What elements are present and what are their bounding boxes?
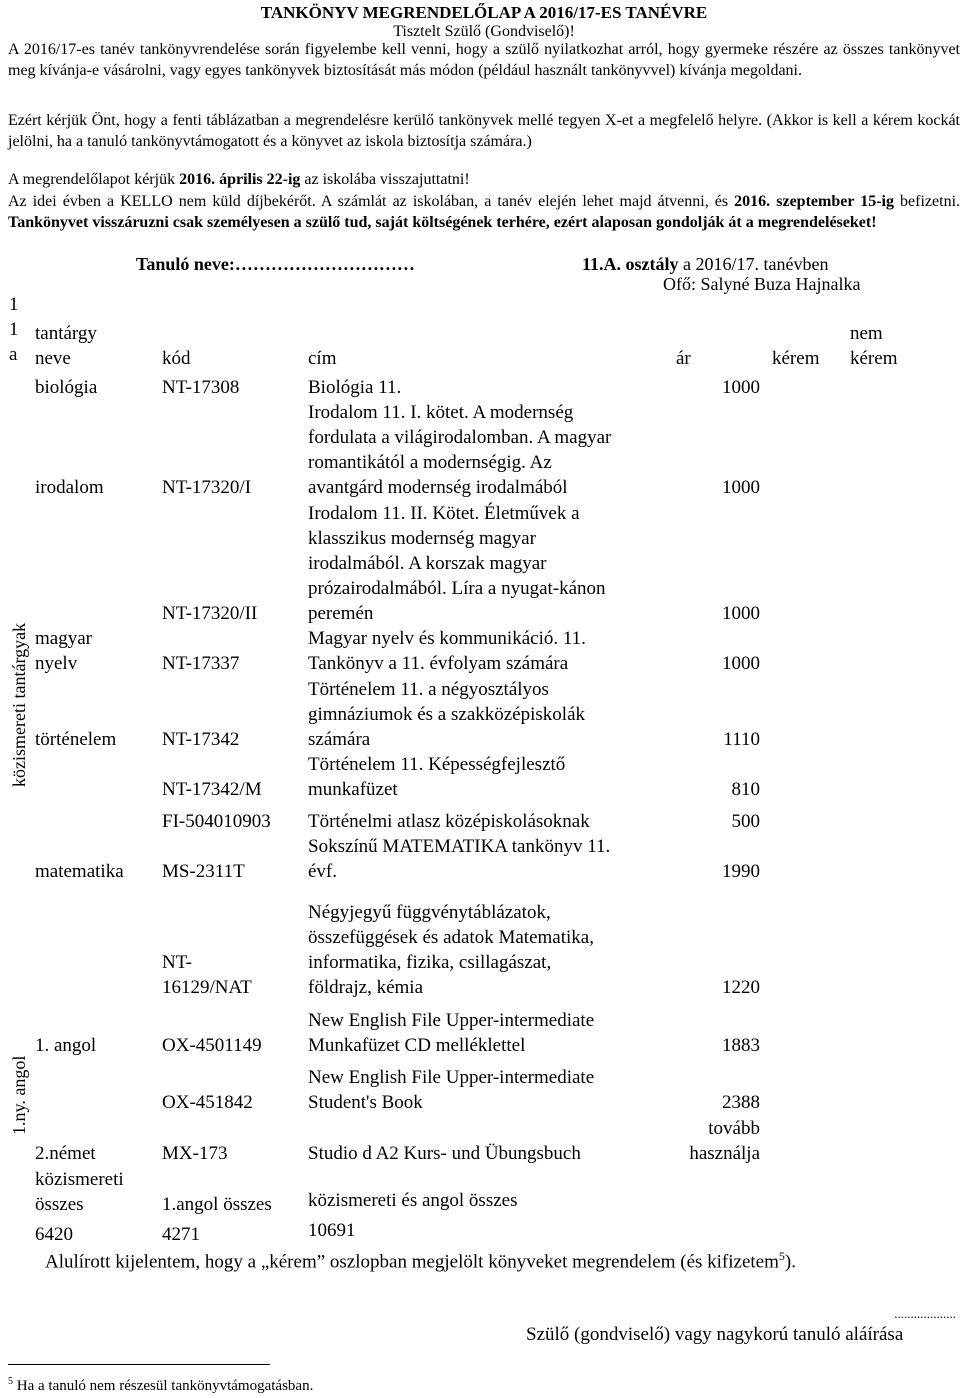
book-title: Történelmi atlasz középiskolásoknak [308, 811, 590, 832]
book-code: NT-17342/M [162, 779, 262, 800]
group-label-english: 1.ny. angol [9, 1055, 29, 1135]
declaration [45, 1249, 796, 1273]
header-not-want: kérem [850, 348, 898, 369]
header-subject: neve [35, 348, 71, 369]
subject-name: nyelv [35, 653, 78, 674]
header-col0-line: 1 [9, 294, 19, 315]
footnote [8, 1376, 313, 1395]
book-price: 1000 [722, 477, 760, 498]
total-general: 6420 [35, 1224, 73, 1245]
book-title: munkafüzet [308, 779, 398, 800]
student-class: 11.A. osztály [582, 254, 679, 274]
book-title: összefüggések és adatok Matematika, [308, 927, 594, 948]
book-title: Irodalom 11. I. kötet. A modernség [308, 402, 574, 423]
totals-label-general-1: közismereti [35, 1169, 124, 1190]
header-not-want: nem [850, 323, 883, 344]
book-title: Történelem 11. a négyosztályos [308, 679, 549, 700]
book-title: romantikától a modernségig. Az [308, 452, 552, 473]
declaration-footnote-mark: 5 [778, 1249, 785, 1263]
header-col0-line: a [9, 344, 18, 365]
total-all: 10691 [308, 1220, 356, 1241]
student-class-line [582, 254, 828, 275]
greeting: Tisztelt Szülő (Gondviselő)! [393, 23, 575, 40]
book-price: 1883 [722, 1035, 760, 1056]
book-title: gimnáziumok és a szakközépiskolák [308, 704, 586, 725]
book-price: 2388 [722, 1092, 760, 1113]
header-want: kérem [772, 348, 820, 369]
student-name-label: Tanuló neve:………………………… [136, 254, 415, 274]
return-notice: Tankönyvet visszáruzni csak személyesen a szülő tud, saját költségének terhére, ezért alaposan gondolják át a megrendeléseket! [8, 213, 877, 231]
payment-text-c: befizetni. [893, 193, 960, 210]
book-price: tovább [708, 1118, 760, 1139]
totals-label-all: közismereti és angol összes [308, 1190, 518, 1211]
book-code: FI-504010903 [162, 811, 271, 832]
total-english: 4271 [162, 1224, 200, 1245]
totals-label-general [35, 1167, 124, 1217]
book-price: 1000 [722, 653, 760, 674]
header-price: ár [676, 348, 691, 369]
deadline-text-a: A megrendelőlapot kérjük [8, 171, 180, 188]
book-code: OX-451842 [162, 1092, 253, 1113]
book-title: avantgárd modernség irodalmából [308, 477, 568, 498]
book-title: klasszikus modernség magyar [308, 528, 536, 549]
book-title: Student's Book [308, 1092, 423, 1113]
deadline-text-c: az iskolába visszajuttatni! [300, 171, 470, 188]
deadline-date: 2016. április 22-ig [179, 171, 301, 188]
book-code: NT-17320/I [162, 477, 252, 498]
footnote-text: Ha a tanuló nem részesül tankönyvtámogatásban. [13, 1378, 314, 1394]
book-price: 1990 [722, 861, 760, 882]
instruction-paragraph: Ezért kérjük Önt, hogy a fenti táblázatban a megrendelésre kerülő tankönyvek mellé tegyen X-et a megfelelő helyre. (Akkor is kell a kérem kockát jelölni, ha a tanuló tankönyvtámogatott és a könyvet az iskola biztosítja számára.) [8, 112, 960, 150]
book-price: 500 [731, 811, 760, 832]
book-title: Történelem 11. Képességfejlesztő [308, 754, 566, 775]
group-label-general: közismereti tantárgyak [9, 622, 29, 787]
book-code: 16129/NAT [162, 977, 252, 998]
book-title: évf. [308, 861, 338, 882]
book-title: New English File Upper-intermediate [308, 1067, 595, 1088]
footnote-number: 5 [8, 1376, 13, 1387]
book-title: Irodalom 11. II. Kötet. Életművek a [308, 503, 580, 524]
subject-name: irodalom [35, 477, 104, 498]
payment-text-a: Az idei évben a KELLO nem küld díjbekérőt. A számlát az iskolában, a tanév elején lehet majd átvenni, és [8, 193, 735, 210]
book-title: Studio d A2 Kurs- und Übungsbuch [308, 1143, 581, 1164]
header-col0-line: 1 [9, 319, 19, 340]
book-title: Magyar nyelv és kommunikáció. 11. [308, 628, 586, 649]
book-code: NT- [162, 952, 192, 973]
book-code: NT-17342 [162, 729, 240, 750]
book-code: NT-17308 [162, 377, 240, 398]
book-code: OX-4501149 [162, 1035, 262, 1056]
page-title: TANKÖNYV MEGRENDELŐLAP A 2016/17-ES TANÉVRE [260, 3, 708, 22]
totals-label-general-2: összes [35, 1194, 84, 1215]
payment-date: 2016. szeptember 15-ig [734, 193, 894, 210]
book-title: fordulata a világirodalomban. A magyar [308, 427, 612, 448]
book-title: Tankönyv a 11. évfolyam számára [308, 653, 569, 674]
signature-label: Szülő (gondviselő) vagy nagykorú tanuló aláírása [526, 1324, 904, 1345]
subject-name: 1. angol [35, 1035, 97, 1056]
book-price: 1220 [722, 977, 760, 998]
book-title: informatika, fizika, csillagászat, [308, 952, 552, 973]
declaration-text: Alulírott kijelentem, hogy a „kérem” oszlopban megjelölt könyveket megrendelem (és kifizetem [45, 1251, 779, 1273]
subject-name: történelem [35, 729, 117, 750]
book-title: Sokszínű MATEMATIKA tankönyv 11. [308, 836, 611, 857]
book-title: prózairodalmából. Líra a nyugat-kánon [308, 578, 606, 599]
payment-paragraph [8, 192, 960, 233]
declaration-end: ). [784, 1251, 796, 1273]
book-code: NT-17337 [162, 653, 240, 674]
book-title: földrajz, kémia [308, 977, 424, 998]
book-title: irodalmából. A korszak magyar [308, 553, 547, 574]
subject-name: matematika [35, 861, 124, 882]
header-title: cím [308, 348, 337, 369]
header-code: kód [162, 348, 191, 369]
book-title: Négyjegyű függvénytáblázatok, [308, 902, 551, 923]
book-price: 1110 [723, 729, 760, 750]
book-code: MX-173 [162, 1143, 228, 1164]
book-title: számára [308, 729, 371, 750]
book-price: használja [689, 1143, 760, 1164]
signature-line: ................... [894, 1306, 956, 1321]
book-price: 810 [731, 779, 760, 800]
subject-name: 2.német [35, 1143, 96, 1164]
subject-name: magyar [35, 628, 92, 649]
book-price: 1000 [722, 603, 760, 624]
totals-label-english: 1.angol összes [162, 1194, 272, 1215]
book-title: New English File Upper-intermediate [308, 1010, 595, 1031]
subject-name: biológia [35, 377, 98, 398]
book-title: Biológia 11. [308, 377, 402, 398]
book-title: peremén [308, 603, 374, 624]
book-title: Munkafüzet CD melléklettel [308, 1035, 526, 1056]
deadline-paragraph [8, 170, 960, 191]
school-year: a 2016/17. tanévben [678, 254, 829, 274]
book-code: MS-2311T [162, 861, 245, 882]
book-price: 1000 [722, 377, 760, 398]
intro-paragraph: A 2016/17-es tanév tankönyvrendelése során figyelembe kell venni, hogy a szülő nyilatkozhat arról, hogy gyermeke részére az összes tankönyvet meg kívánja-e vásárolni, vagy egyes tankönyvek biztosítását más módon (például használt tankönyvvel) kívánja megoldani. [8, 41, 960, 79]
class-teacher: Ofő: Salyné Buza Hajnalka [663, 274, 861, 294]
footnote-divider [8, 1364, 270, 1365]
book-code: NT-17320/II [162, 603, 258, 624]
header-subject: tantárgy [35, 323, 97, 344]
